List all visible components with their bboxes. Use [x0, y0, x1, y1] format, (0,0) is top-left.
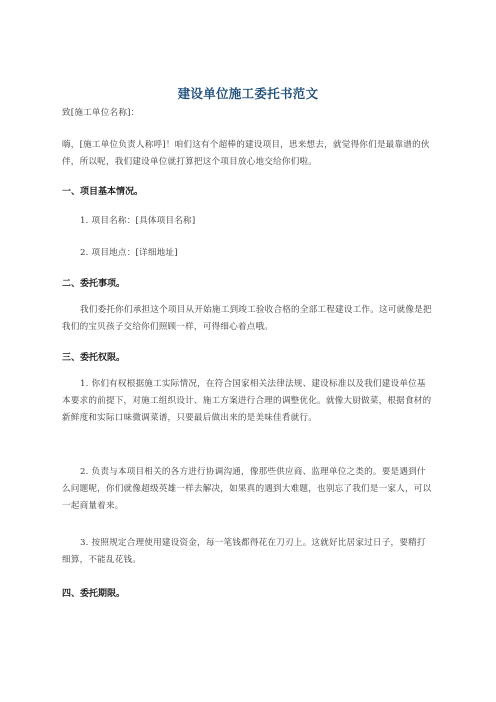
section-3-item-1: 1. 你们有权根据施工实际情况，在符合国家相关法律法规、建设标准以及我们建设单位基本要求的前提下，对施工组织设计、施工方案进行合理的调整优化。就像大厨做菜，根据食材的新鲜度和实际口味微调菜谱，只要最后做出来的是美味佳肴就行。 [62, 379, 432, 423]
section-1-heading: 一、项目基本情况。 [62, 187, 144, 197]
section-1-item-2: 2. 项目地点：[详细地址] [80, 248, 178, 258]
section-3-item-3: 3. 按照规定合理使用建设资金，每一笔钱都得花在刀刃上。这就好比居家过日子，要精打细算，不能乱花钱。 [62, 538, 426, 565]
section-3-item-2: 2. 负责与本项目相关的各方进行协调沟通，像那些供应商、监理单位之类的。要是遇到什么问题呢，你们就像超级英雄一样去解决，如果真的遇到大难题，也别忘了我们是一家人，可以一起商量着来。 [62, 467, 432, 511]
document-title: 建设单位施工委托书范文 [177, 86, 319, 101]
salutation: 致[施工单位名称]： [62, 108, 140, 118]
intro-paragraph: 嗨，[施工单位负责人称呼]！咱们这有个超棒的建设项目，思来想去，就觉得你们是最靠谱的伙伴，所以呢，我们建设单位就打算把这个项目放心地交给你们啦。 [62, 140, 430, 167]
section-2-heading: 二、委托事项。 [62, 279, 126, 289]
section-1-item-1: 1. 项目名称：[具体项目名称] [80, 216, 196, 226]
section-2-body: 我们委托你们承担这个项目从开始施工到竣工验收合格的全部工程建设工作。这可就像是把我们的宝贝孩子交给你们照顾一样，可得细心着点哦。 [62, 305, 432, 332]
section-3-heading: 三、委托权限。 [62, 353, 126, 363]
section-4-heading: 四、委托期限。 [62, 589, 126, 599]
